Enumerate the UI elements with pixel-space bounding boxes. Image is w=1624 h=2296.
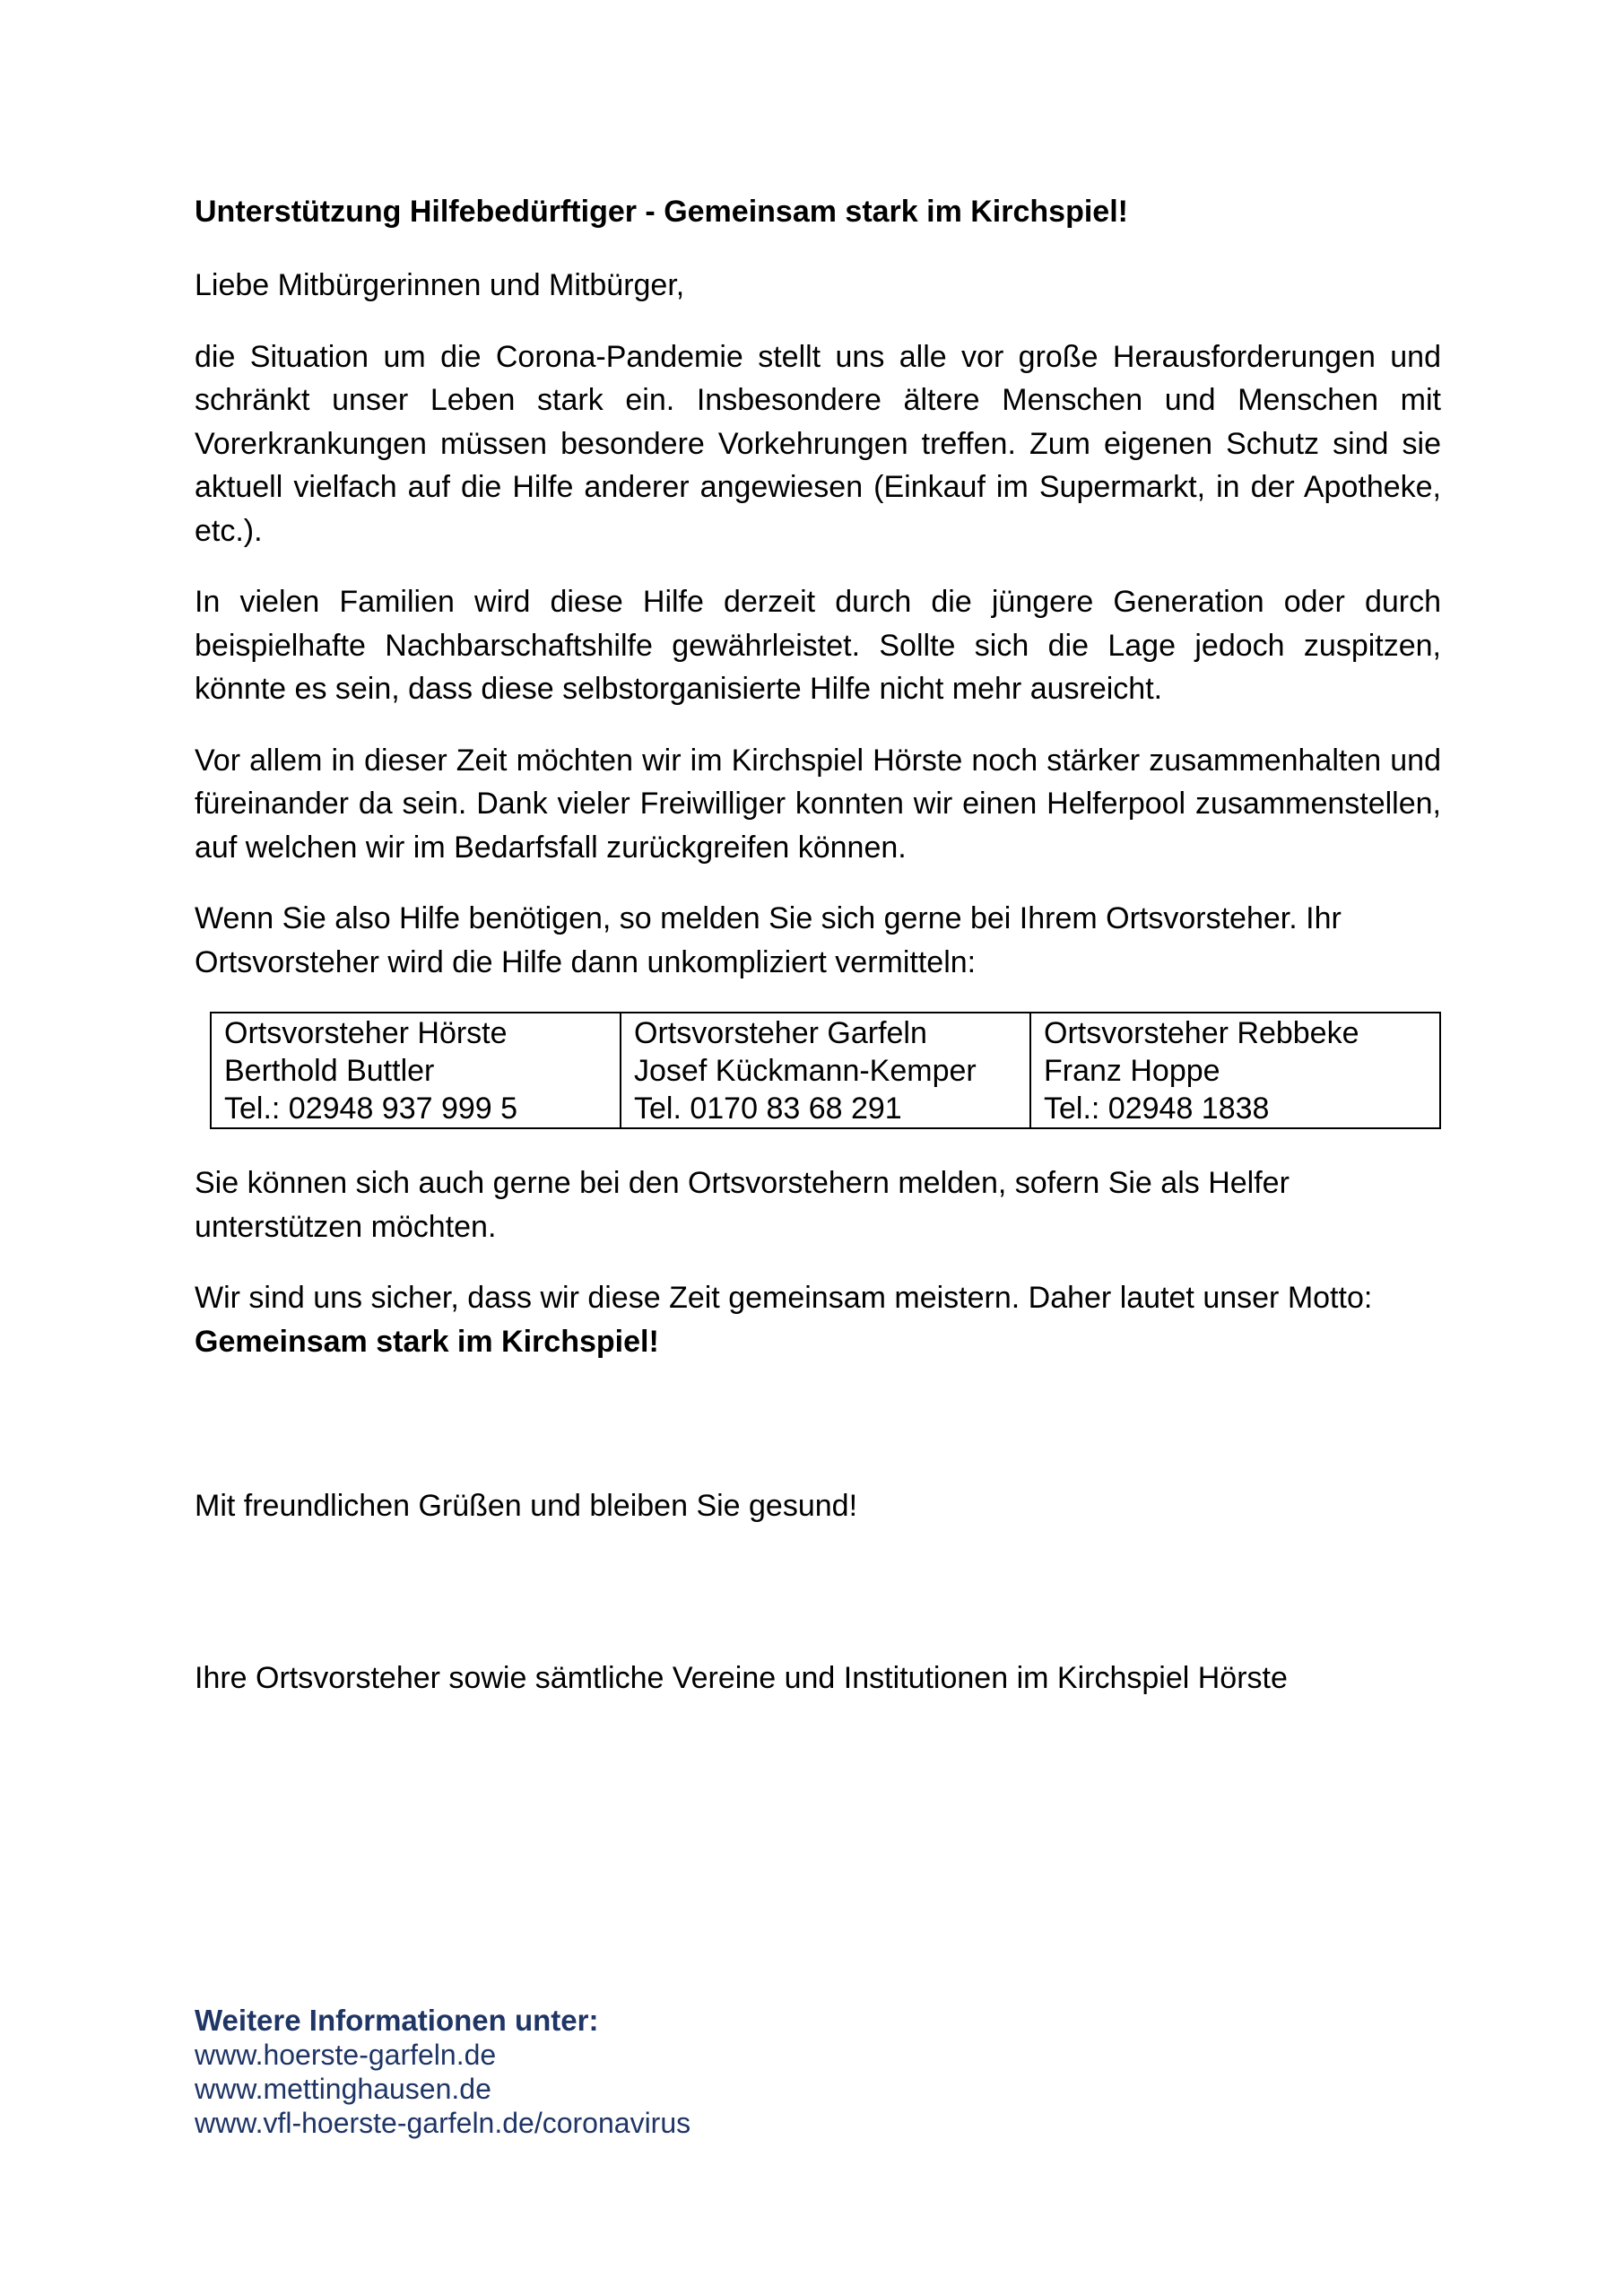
letter-body — [195, 190, 1441, 1727]
contact-cell-rebbeke — [1030, 1013, 1440, 1128]
contact-role: Ortsvorsteher Rebbeke — [1044, 1016, 1359, 1050]
paragraph-helper-pool: Vor allem in dieser Zeit möchten wir im Kirchspiel Hörste noch stärker zusammenhalten und füreinander da sein. Dank vieler Freiwilliger konnten wir einen Helferpool zusammenstellen, auf welchen wir im Bedarfsfall zurückgreifen können. — [195, 743, 1441, 865]
contact-name: Josef Kückmann-Kemper — [634, 1054, 977, 1088]
contact-phone: Tel.: 02948 1838 — [1044, 1091, 1270, 1126]
closing: Mit freundlichen Grüßen und bleiben Sie gesund! — [195, 1489, 858, 1523]
signature: Ihre Ortsvorsteher sowie sämtliche Vereine und Institutionen im Kirchspiel Hörste — [195, 1660, 1288, 1695]
paragraph-families: In vielen Familien wird diese Hilfe derzeit durch die jüngere Generation oder durch beispielhafte Nachbarschaftshilfe gewährleistet. Sollte sich die Lage jedoch zuspitzen, könnte es sein, dass diese selbstorganisierte Hilfe nicht mehr ausreicht. — [195, 585, 1441, 706]
paragraph-situation: die Situation um die Corona-Pandemie stellt uns alle vor große Herausforderungen und schränkt unser Leben stark ein. Insbesondere ältere Menschen und Menschen mit Vorerkrankungen müssen besondere Vorkehrungen treffen. Zum eigenen Schutz sind sie aktuell vielfach auf die Hilfe anderer angewiesen (Einkauf im Supermarkt, in der Apotheke, etc.). — [195, 339, 1441, 548]
motto: Gemeinsam stark im Kirchspiel! — [195, 1324, 659, 1359]
contact-role: Ortsvorsteher Garfeln — [634, 1016, 927, 1050]
contact-name: Franz Hoppe — [1044, 1054, 1220, 1088]
footer-link-hoerste-garfeln[interactable]: www.hoerste-garfeln.de — [195, 2039, 497, 2071]
motto-intro: Wir sind uns sicher, dass wir diese Zeit gemeinsam meistern. Daher lautet unser Motto: — [195, 1281, 1373, 1315]
salutation: Liebe Mitbürgerinnen und Mitbürger, — [195, 268, 685, 302]
contact-phone: Tel.: 02948 937 999 5 — [224, 1091, 518, 1126]
contacts-table — [210, 1012, 1441, 1129]
footer-info — [195, 2004, 690, 2140]
contact-phone: Tel. 0170 83 68 291 — [634, 1091, 902, 1126]
paragraph-motto — [195, 1276, 1441, 1363]
footer-link-vfl-coronavirus[interactable]: www.vfl-hoerste-garfeln.de/coronavirus — [195, 2107, 691, 2139]
footer-heading: Weitere Informationen unter: — [195, 2004, 599, 2037]
paragraph-contact-request: Wenn Sie also Hilfe benötigen, so melden Sie sich gerne bei Ihrem Ortsvorsteher. Ihr Ortsvorsteher wird die Hilfe dann unkompliziert vermitteln: — [195, 901, 1342, 979]
contact-cell-garfeln — [621, 1013, 1030, 1128]
letter-title: Unterstützung Hilfebedürftiger - Gemeinsam stark im Kirchspiel! — [195, 195, 1128, 229]
table-row — [211, 1013, 1440, 1128]
footer-link-mettinghausen[interactable]: www.mettinghausen.de — [195, 2073, 491, 2105]
contact-name: Berthold Buttler — [224, 1054, 435, 1088]
contact-cell-hoerste — [211, 1013, 621, 1128]
paragraph-helpers: Sie können sich auch gerne bei den Ortsvorstehern melden, sofern Sie als Helfer unterstützen möchten. — [195, 1166, 1290, 1244]
contact-role: Ortsvorsteher Hörste — [224, 1016, 508, 1050]
